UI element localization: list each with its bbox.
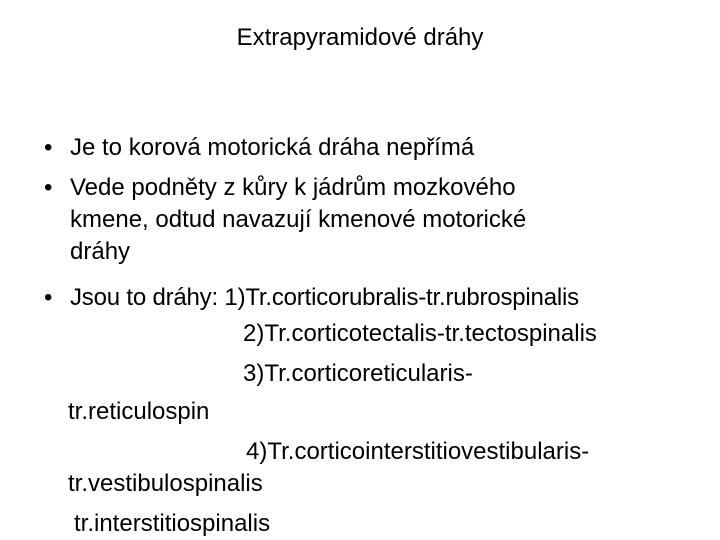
bullet-text: Vede podněty z kůry k jádrům mozkového: [70, 174, 516, 201]
bullet-text: Je to korová motorická dráha nepřímá: [70, 134, 475, 161]
bullet-text: Jsou to dráhy: 1)Tr.corticorubralis-tr.rubrospinalis: [70, 284, 579, 311]
bullet-text-continuation: kmene, odtud navazují kmenové motorické: [70, 206, 527, 233]
tract-item: 4)Tr.corticointerstitiovestibularis-: [246, 438, 590, 465]
bullet-marker: •: [44, 174, 53, 201]
bullet-marker: •: [44, 134, 53, 161]
tract-item-continuation: tr.vestibulospinalis: [68, 470, 263, 497]
tract-item-continuation: tr.reticulospin: [68, 398, 210, 425]
tract-item: 2)Tr.corticotectalis-tr.tectospinalis: [243, 320, 597, 347]
bullet-marker: •: [44, 284, 53, 311]
tract-item-continuation: tr.interstitiospinalis: [74, 510, 271, 537]
slide-title: Extrapyramidové dráhy: [236, 24, 484, 51]
bullet-text-continuation: dráhy: [70, 238, 131, 265]
tract-item: 3)Tr.corticoreticularis-: [243, 360, 473, 387]
